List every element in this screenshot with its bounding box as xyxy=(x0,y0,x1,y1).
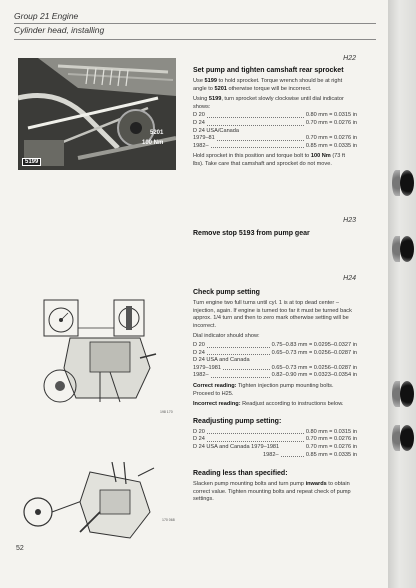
figure-id: 170 068 xyxy=(162,518,175,522)
spec-key: 1982– xyxy=(193,142,209,149)
spec-row xyxy=(193,429,357,437)
text: to obtain correct value. Tighten mounting bolts and repeat check of pump settings. xyxy=(193,481,351,503)
spec-row xyxy=(193,120,357,128)
text: Tighten injection pump mounting bolts. xyxy=(236,382,334,389)
binder-hole xyxy=(400,425,414,451)
correct-reading-label: Correct reading: xyxy=(193,382,237,389)
torque-value: 100 Nm xyxy=(310,153,331,160)
spec-value: 0.70 mm = 0.0276 in xyxy=(305,436,357,443)
section-code-h22: H22 xyxy=(343,55,356,62)
chapter-title: Group 21 Engine xyxy=(14,11,79,21)
spec-value: 0.80 mm = 0.0315 in xyxy=(305,112,357,119)
header-rule xyxy=(14,23,376,24)
engine-photo-art xyxy=(18,58,176,170)
spec-key: D 24 USA and Canada xyxy=(193,357,250,364)
spec-value: 0.65–0.73 mm = 0.0256–0.0287 in xyxy=(271,364,357,371)
spec-value: 0.70 mm = 0.0276 in xyxy=(305,119,357,126)
tool-number: 5201 xyxy=(214,85,227,92)
section-code-h24: H24 xyxy=(343,275,356,282)
paragraph xyxy=(193,401,357,409)
section-title: Remove stop 5193 from pump gear xyxy=(193,230,310,237)
dial-indicator-drawing xyxy=(40,298,160,410)
section-title: Set pump and tighten camshaft rear sprocket xyxy=(193,67,344,74)
paragraph xyxy=(193,383,357,391)
spec-row xyxy=(193,112,357,120)
text: to hold sprocket. Torque wrench should be at right angle to xyxy=(193,78,343,92)
paragraph xyxy=(193,153,357,168)
section-title: Check pump setting xyxy=(193,289,260,296)
spec-list xyxy=(193,112,357,150)
spec-key: 1979–1981 xyxy=(193,364,221,371)
spec-key: 1982– xyxy=(193,372,209,379)
spec-list xyxy=(193,342,357,380)
paragraph xyxy=(193,96,357,111)
binder-hole xyxy=(392,236,400,262)
spec-value: 0.70 mm = 0.0276 in xyxy=(305,135,357,142)
spec-row xyxy=(193,342,357,350)
text: Use xyxy=(193,78,205,84)
binder-edge xyxy=(388,0,416,588)
text: , turn sprocket slowly clockwise until dial indicator shows: xyxy=(193,96,344,110)
spec-row xyxy=(193,452,357,460)
tool-number: 5199 xyxy=(204,78,217,84)
spec-key: D 24 xyxy=(193,349,205,356)
spec-value: 0.85 mm = 0.0335 in xyxy=(305,451,357,458)
emphasis: inwards xyxy=(305,481,327,488)
binder-hole xyxy=(392,381,400,407)
spec-row xyxy=(193,357,357,365)
spec-row xyxy=(193,436,357,444)
spec-key: D 24 USA and Canada 1979–1981 xyxy=(193,443,280,450)
spec-key: D 24 xyxy=(193,119,205,126)
spec-row xyxy=(193,128,357,136)
text: (73 ft lbs). Take care that camshaft and sprocket do not move. xyxy=(193,153,346,167)
engine-photo xyxy=(18,58,176,170)
header-rule xyxy=(14,39,376,40)
spec-value: 0.70 mm = 0.0276 in xyxy=(305,443,357,450)
paragraph: Turn engine two full turns until cyl. 1 is at top dead center – injection, again. If engine is turned too far it must be turned back approx. 1/4 turn and then to zero mark otherwise setting will be incorrect. xyxy=(193,300,352,329)
binder-hole xyxy=(392,425,400,451)
spec-row xyxy=(193,444,357,452)
tool-number: 5199 xyxy=(208,96,222,103)
section-h22 xyxy=(193,66,357,172)
spec-key: D 20 xyxy=(193,112,205,119)
dial-indicator-art xyxy=(40,298,160,410)
label-5201: 5201 xyxy=(150,130,164,136)
spec-row xyxy=(193,372,357,380)
spec-row xyxy=(193,143,357,151)
text: Readjust according to instructions below. xyxy=(240,401,344,408)
spec-value: 0.85 mm = 0.0335 in xyxy=(305,142,357,149)
pump-adjust-art xyxy=(20,462,160,542)
text: Slacken pump mounting bolts and turn pump xyxy=(193,481,306,488)
spec-key: D 20 xyxy=(193,341,205,348)
spec-key: 1982– xyxy=(263,451,279,458)
less-than-title: Reading less than specified: xyxy=(193,470,288,478)
text: otherwise torque will be incorrect. xyxy=(226,85,312,92)
text: Using xyxy=(193,96,209,103)
paragraph: Proceed to H25. xyxy=(193,390,234,397)
spec-key: D 20 xyxy=(193,428,205,435)
readjust-spec-list xyxy=(193,429,357,459)
spec-row xyxy=(193,135,357,143)
text: Hold sprocket in this position and torque bolt to xyxy=(193,153,311,160)
section-h24 xyxy=(193,288,357,507)
spec-key: D 24 USA/Canada xyxy=(193,127,240,134)
paragraph xyxy=(193,481,357,504)
paragraph: Dial indicator should show: xyxy=(193,333,260,340)
binder-hole xyxy=(392,170,400,196)
label-5199: 5199 xyxy=(22,158,41,166)
binder-hole xyxy=(400,381,414,407)
section-code-h23: H23 xyxy=(343,217,356,224)
spec-value: 0.75–0.83 mm = 0.0295–0.0327 in xyxy=(271,341,357,348)
spec-key: 1979–81 xyxy=(193,135,215,142)
page-number: 52 xyxy=(16,545,24,552)
paragraph xyxy=(193,78,357,93)
label-100nm: 100 Nm xyxy=(142,140,164,146)
incorrect-reading-label: Incorrect reading: xyxy=(193,401,241,408)
spec-row xyxy=(193,350,357,358)
spec-value: 0.80 mm = 0.0315 in xyxy=(305,428,357,435)
page-subtitle: Cylinder head, installing xyxy=(14,25,105,35)
spec-key: D 24 xyxy=(193,436,205,443)
binder-hole xyxy=(400,236,414,262)
readjust-title: Readjusting pump setting: xyxy=(193,417,282,425)
spec-row xyxy=(193,365,357,373)
figure-id: 198 170 xyxy=(160,410,173,414)
spec-value: 0.82–0.90 mm = 0.0323–0.0354 in xyxy=(271,372,357,379)
pump-adjust-drawing xyxy=(20,462,160,542)
section-h23 xyxy=(193,229,357,241)
spec-value: 0.65–0.73 mm = 0.0256–0.0287 in xyxy=(271,349,357,356)
binder-hole xyxy=(400,170,414,196)
